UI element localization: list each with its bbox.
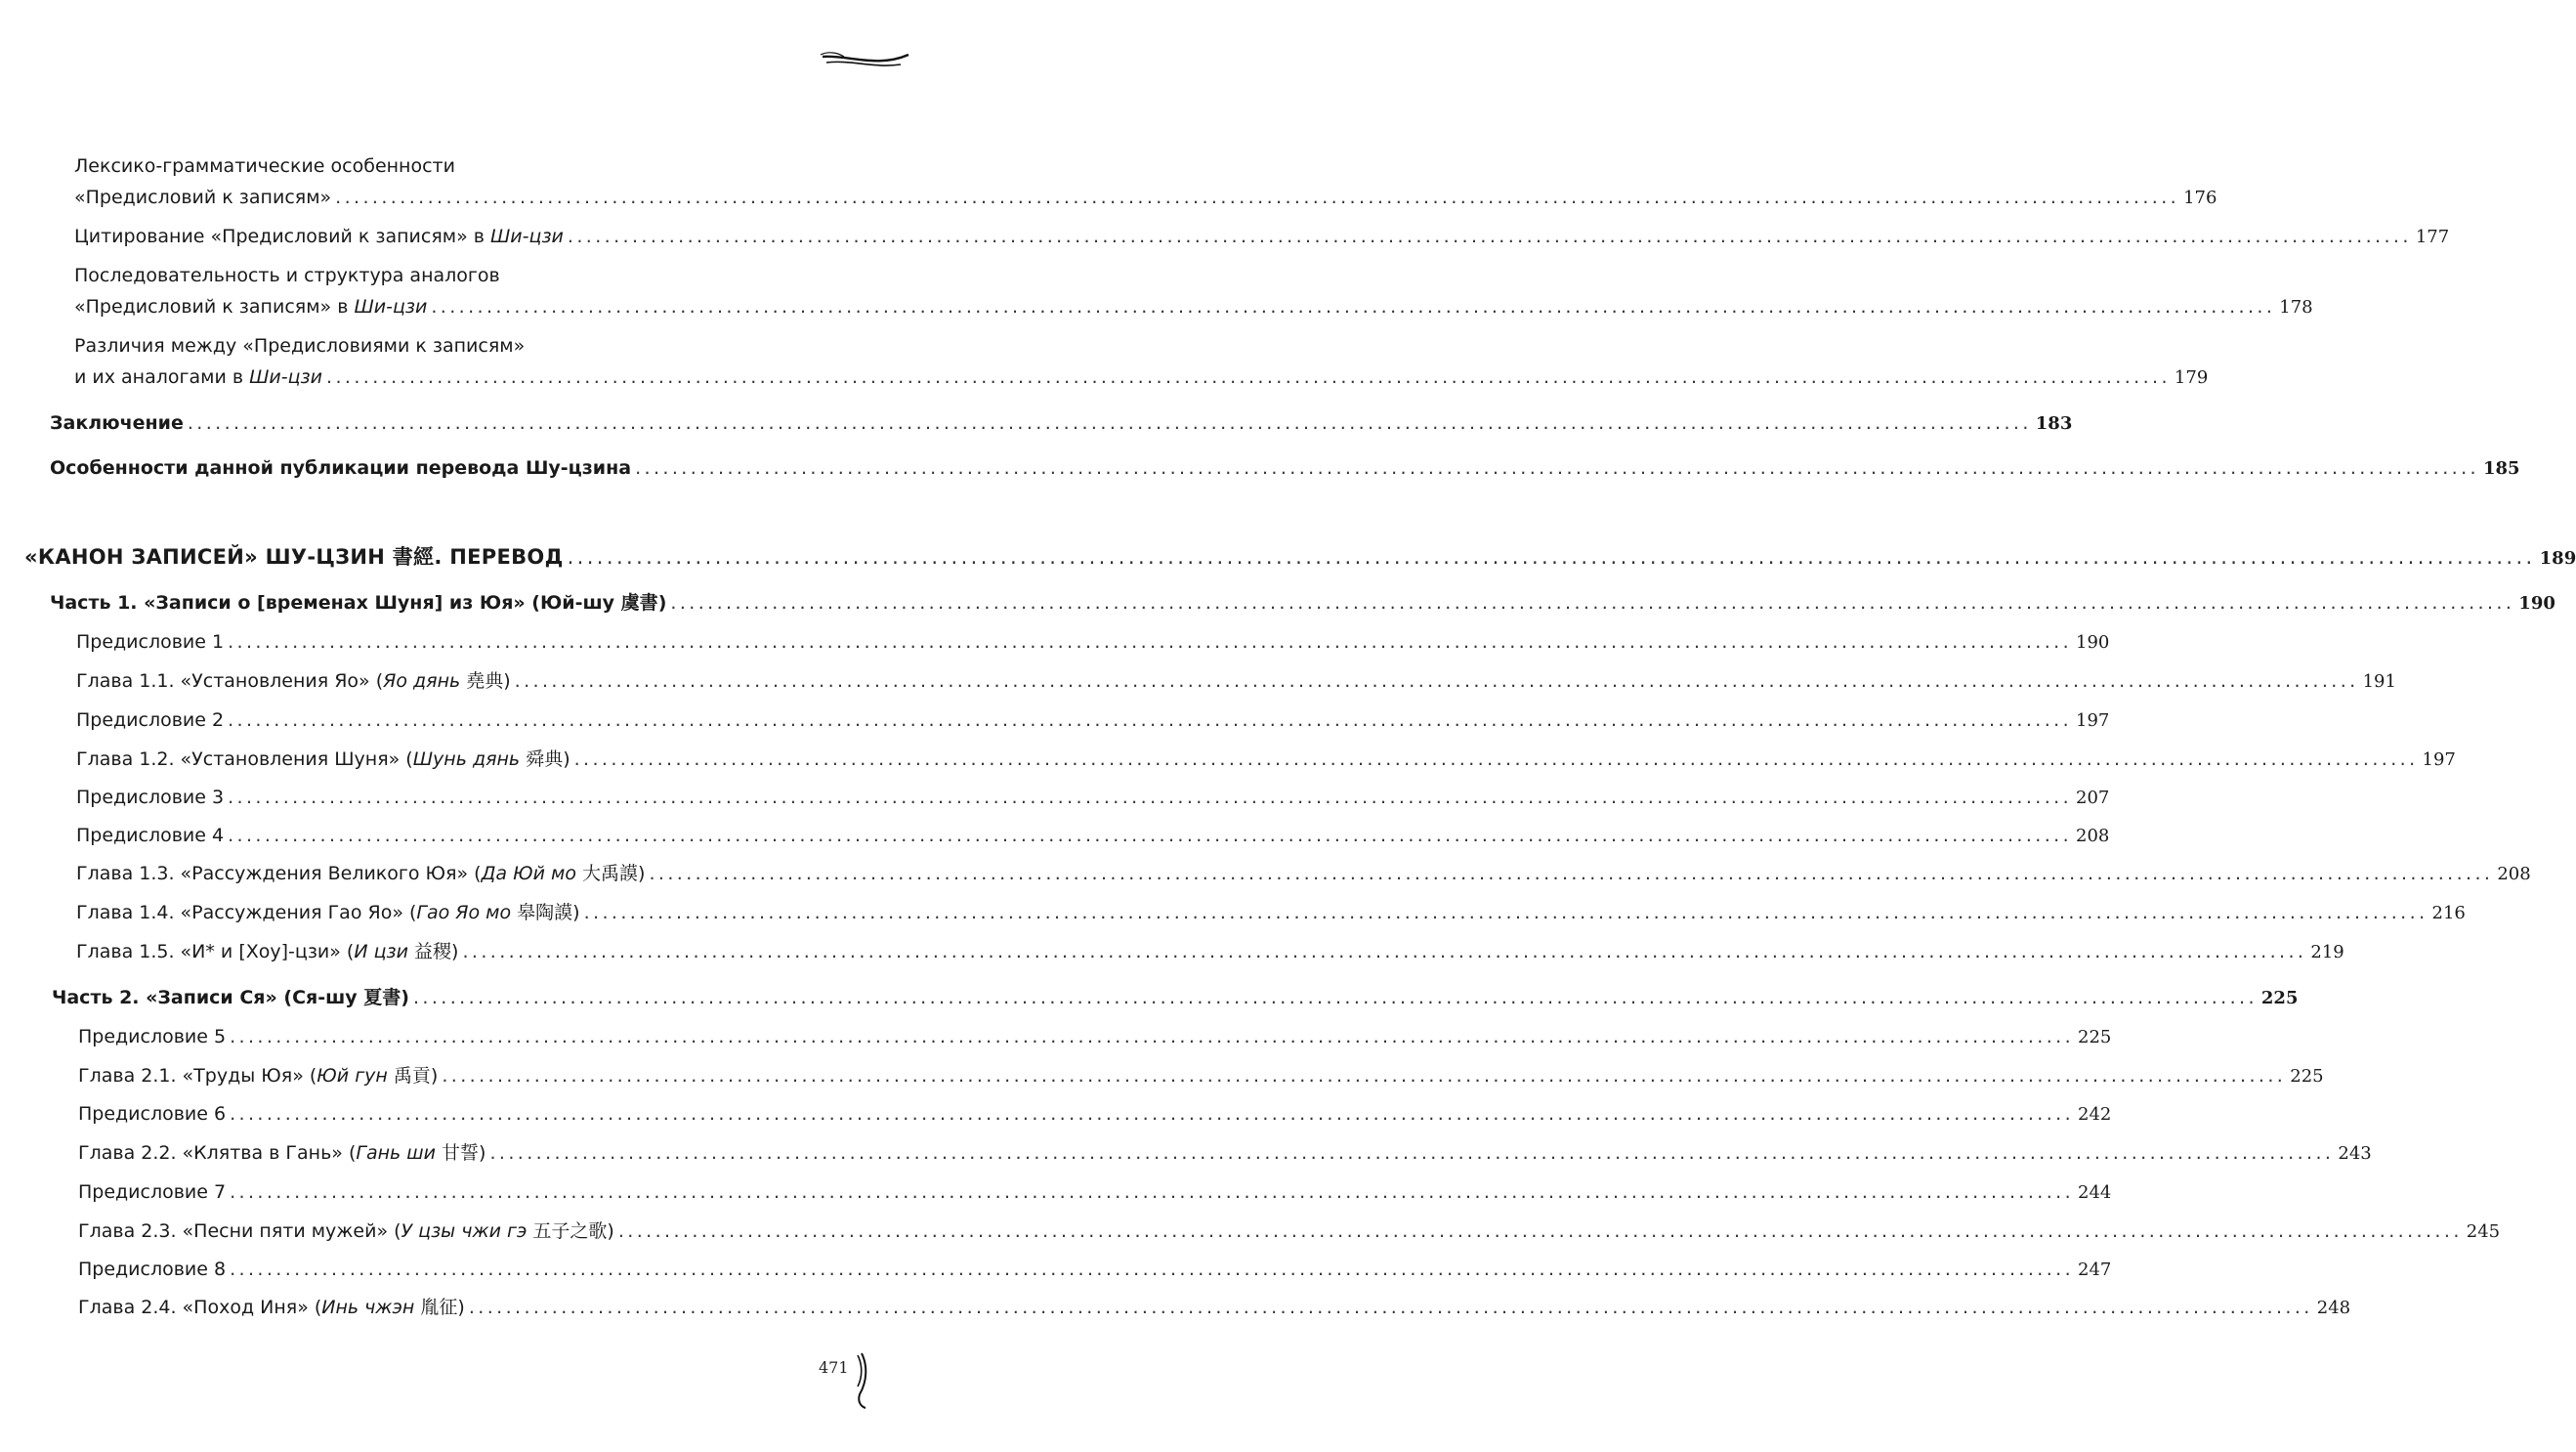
toc-entry [76,824,2110,849]
dot-leader: ........................................................................................................................................................................................................ [468,1297,2313,1318]
dot-leader: ........................................................................................................................................................................................................ [187,412,2032,434]
toc-page-number: 189 [2539,548,2576,569]
toc-text: Цитирование «Предисловий к записям» в [74,226,490,247]
toc-entry-title [78,1025,226,1048]
toc-page-number: 179 [2174,367,2209,388]
toc-page-number: 244 [2078,1182,2112,1203]
toc-entry [50,591,2555,617]
toc-entry [74,365,2209,391]
toc-text: Глава 1.3. «Рассуждения Великого Юя» ( [76,863,482,884]
toc-text: ) [563,748,570,770]
toc-page-number: 216 [2431,903,2466,923]
dot-leader: ........................................................................................................................................................................................................ [326,366,2171,388]
toc-entry [74,225,2450,250]
chinese-title: 甘誓 [435,1142,480,1164]
toc-text: Инь чжэн [321,1297,415,1318]
toc-entry [76,786,2110,811]
chinese-title: 禹貢 [387,1065,431,1087]
toc-entry [24,545,2576,571]
toc-text: Ши-цзи [354,296,428,318]
dot-leader: ........................................................................................................................................................................................................ [489,1142,2335,1164]
toc-text: Яо дянь [383,670,461,692]
toc-text: Предисловие 7 [78,1181,227,1203]
chinese-title: 大禹謨 [575,863,639,884]
toc-page-number: 247 [2078,1260,2112,1280]
toc-entry-title [74,334,525,358]
toc-entry-title [74,365,322,389]
dot-leader: ........................................................................................................................................................................................................ [230,1103,2075,1125]
toc-entry-title [76,786,224,809]
toc-entry-title [78,1296,465,1319]
toc-text: Ши-цзи [249,366,322,388]
toc-page-number: 225 [2290,1066,2324,1087]
dot-leader: ........................................................................................................................................................................................................ [228,787,2073,808]
dot-leader: ........................................................................................................................................................................................................ [228,825,2073,846]
dot-leader: ........................................................................................................................................................................................................ [583,902,2428,923]
dot-leader: ........................................................................................................................................................................................................ [335,187,2180,208]
toc-text: У цзы чжи гэ [401,1220,528,1242]
toc-entry [76,862,2531,887]
toc-text: Предисловие 5 [78,1026,227,1047]
folio-bracket-ornament [852,1351,875,1410]
toc-text: ) [430,1065,439,1087]
toc-entry-title [74,264,500,287]
dot-leader: ........................................................................................................................................................................................................ [228,709,2073,731]
toc-text: Глава 2.3. «Песни пяти мужей» ( [78,1220,401,1242]
toc-text: Юй гун [317,1065,388,1087]
toc-entry-title [74,295,427,319]
dot-leader: ........................................................................................................................................................................................................ [230,1259,2075,1280]
toc-page-number: 225 [2260,988,2299,1008]
dot-leader: ........................................................................................................................................................................................................ [573,748,2419,770]
dot-leader: ........................................................................................................................................................................................................ [230,1181,2075,1203]
toc-entry-title [50,456,631,480]
toc-entry [78,1296,2351,1321]
toc-text: И цзи [354,941,408,962]
toc-entry [78,1219,2501,1245]
toc-entry-title [78,1180,226,1204]
page-number: 471 [819,1358,849,1377]
toc-page-number: 197 [2076,710,2110,731]
toc-text: Да Юй мо [481,863,576,884]
toc-text: ) [572,902,580,923]
header-swash-ornament [819,47,912,74]
chinese-title: 益稷 [407,941,452,962]
toc-entry [78,1141,2372,1167]
toc-page-number: 207 [2076,788,2110,808]
toc-entry [78,1180,2112,1206]
toc-text: ) [638,863,646,884]
toc-text: Глава 1.2. «Установления Шуня» ( [76,748,413,770]
toc-entry [78,1025,2112,1050]
toc-entry-title [50,591,666,615]
toc-page-number: 183 [2035,413,2073,434]
chinese-title: 虞書 [620,592,658,614]
toc-text: . ПЕРЕВОД [434,545,564,569]
toc-entry [74,264,873,289]
toc-entry-title [24,545,564,569]
toc-entry [78,1102,2112,1128]
toc-text: Глава 2.2. «Клятва в Гань» ( [78,1142,357,1164]
toc-text: Предисловие 4 [76,825,225,846]
toc-entry-title [78,1219,614,1243]
dot-leader: ........................................................................................................................................................................................................ [462,941,2307,962]
toc-text: Предисловие 2 [76,709,225,731]
toc-page-number: 178 [2279,297,2313,318]
toc-text: «КАНОН ЗАПИСЕЙ» ШУ-ЦЗИН [24,545,393,569]
toc-text: ) [479,1142,486,1164]
toc-text: Гао Яо мо [416,902,512,923]
toc-entry [50,411,2073,437]
toc-text: Часть 1. «Записи о [временах Шуня] из Юя» (Юй-шу [50,592,621,614]
toc-page-number: 190 [2076,632,2110,653]
toc-text: Глава 2.1. «Труды Юя» ( [78,1065,317,1087]
toc-text: «Предисловий к записям» [74,187,332,208]
dot-leader: ........................................................................................................................................................................................................ [228,631,2073,653]
toc-page-number: 243 [2338,1143,2372,1164]
toc-entry-title [52,986,409,1009]
toc-entry [74,154,873,180]
dot-leader: ........................................................................................................................................................................................................ [412,987,2258,1008]
toc-entry [74,295,2313,320]
toc-page-number: 176 [2183,188,2217,208]
chinese-title: 堯典 [460,670,504,692]
toc-entry [76,747,2456,773]
toc-text: Шунь дянь [412,748,521,770]
dot-leader: ........................................................................................................................................................................................................ [635,457,2479,479]
toc-page-number: 177 [2415,227,2450,247]
chinese-title: 書經 [392,545,435,569]
toc-text: Часть 2. «Записи Ся» (Ся-шу [52,987,364,1008]
dot-leader: ........................................................................................................................................................................................................ [567,226,2412,247]
toc-page-number: 208 [2497,864,2531,884]
toc-entry-title [76,708,224,732]
dot-leader: ........................................................................................................................................................................................................ [649,863,2494,884]
toc-entry-title [76,940,458,963]
dot-leader: ........................................................................................................................................................................................................ [567,545,2536,569]
toc-text: ) [457,1297,465,1318]
toc-entry-title [74,225,564,248]
toc-entry-title [76,630,224,654]
chinese-title: 五子之歌 [527,1220,608,1242]
toc-text: ) [503,670,511,692]
toc-text: Глава 1.4. «Рассуждения Гао Яо» ( [76,902,417,923]
toc-entry-title [76,862,645,885]
toc-entry-title [74,154,455,178]
toc-text: ) [401,987,409,1008]
toc-page-number: 219 [2310,942,2344,962]
toc-text: Различия между «Предисловиями к записям» [74,335,526,357]
chinese-title: 舜典 [520,748,564,770]
toc-page-number: 190 [2518,593,2555,614]
toc-text: Последовательность и структура аналогов [74,265,500,286]
dot-leader: ........................................................................................................................................................................................................ [431,296,2276,318]
toc-text: Гань ши [356,1142,436,1164]
toc-entry [74,186,2217,211]
toc-page-number: 197 [2422,749,2456,770]
toc-text: Глава 2.4. «Поход Иня» ( [78,1297,322,1318]
toc-entry [76,901,2466,926]
toc-text: Лексико-грамматические особенности [74,155,455,177]
toc-entry-title [50,411,184,435]
toc-text: Заключение [50,412,184,434]
toc-text: Предисловие 1 [76,631,225,653]
toc-entry [76,940,2344,965]
toc-text: «Предисловий к записям» в [74,296,355,318]
dot-leader: ........................................................................................................................................................................................................ [514,670,2359,692]
toc-page-number: 245 [2466,1221,2501,1242]
toc-page-number: 208 [2076,826,2110,846]
toc-entry-title [78,1064,438,1088]
dot-leader: ........................................................................................................................................................................................................ [670,592,2515,614]
toc-entry [76,708,2110,734]
toc-entry-title [78,1102,226,1126]
dot-leader: ........................................................................................................................................................................................................ [442,1065,2287,1087]
toc-entry-title [74,186,331,209]
toc-entry-title [78,1141,486,1165]
toc-text: Предисловие 6 [78,1103,227,1125]
chinese-title: 胤征 [414,1297,458,1318]
toc-text: Глава 1.5. «И* и [Хоу]-цзи» ( [76,941,355,962]
toc-page-number: 185 [2483,458,2520,479]
toc-text: ) [607,1220,614,1242]
toc-entry [76,669,2396,695]
toc-entry-title [76,824,224,847]
toc-page-number: 242 [2078,1104,2112,1125]
toc-entry [50,456,2520,482]
chinese-title: 夏書 [363,987,401,1008]
toc-page-number: 191 [2362,671,2396,692]
toc-entry-title [76,901,580,924]
toc-entry [78,1258,2112,1283]
toc-text: ) [657,592,667,614]
toc-text: и их аналогами в [74,366,250,388]
toc-entry-title [76,747,570,771]
toc-entry-title [78,1258,226,1281]
toc-text: Особенности данной публикации перевода Шу-цзина [50,457,632,479]
toc-entry [74,334,873,360]
toc-page-number: 248 [2316,1298,2351,1318]
toc-text: Глава 1.1. «Установления Яо» ( [76,670,384,692]
dot-leader: ........................................................................................................................................................................................................ [230,1026,2075,1047]
toc-entry [76,630,2110,656]
toc-text: Предисловие 8 [78,1259,227,1280]
chinese-title: 皋陶謨 [511,902,573,923]
toc-entry [78,1064,2324,1089]
toc-text: Предисловие 3 [76,787,225,808]
toc-entry [52,986,2299,1011]
toc-text: Ши-цзи [489,226,564,247]
toc-entry-title [76,669,511,693]
toc-text: ) [451,941,459,962]
dot-leader: ........................................................................................................................................................................................................ [617,1220,2463,1242]
toc-page-number: 225 [2078,1027,2112,1047]
